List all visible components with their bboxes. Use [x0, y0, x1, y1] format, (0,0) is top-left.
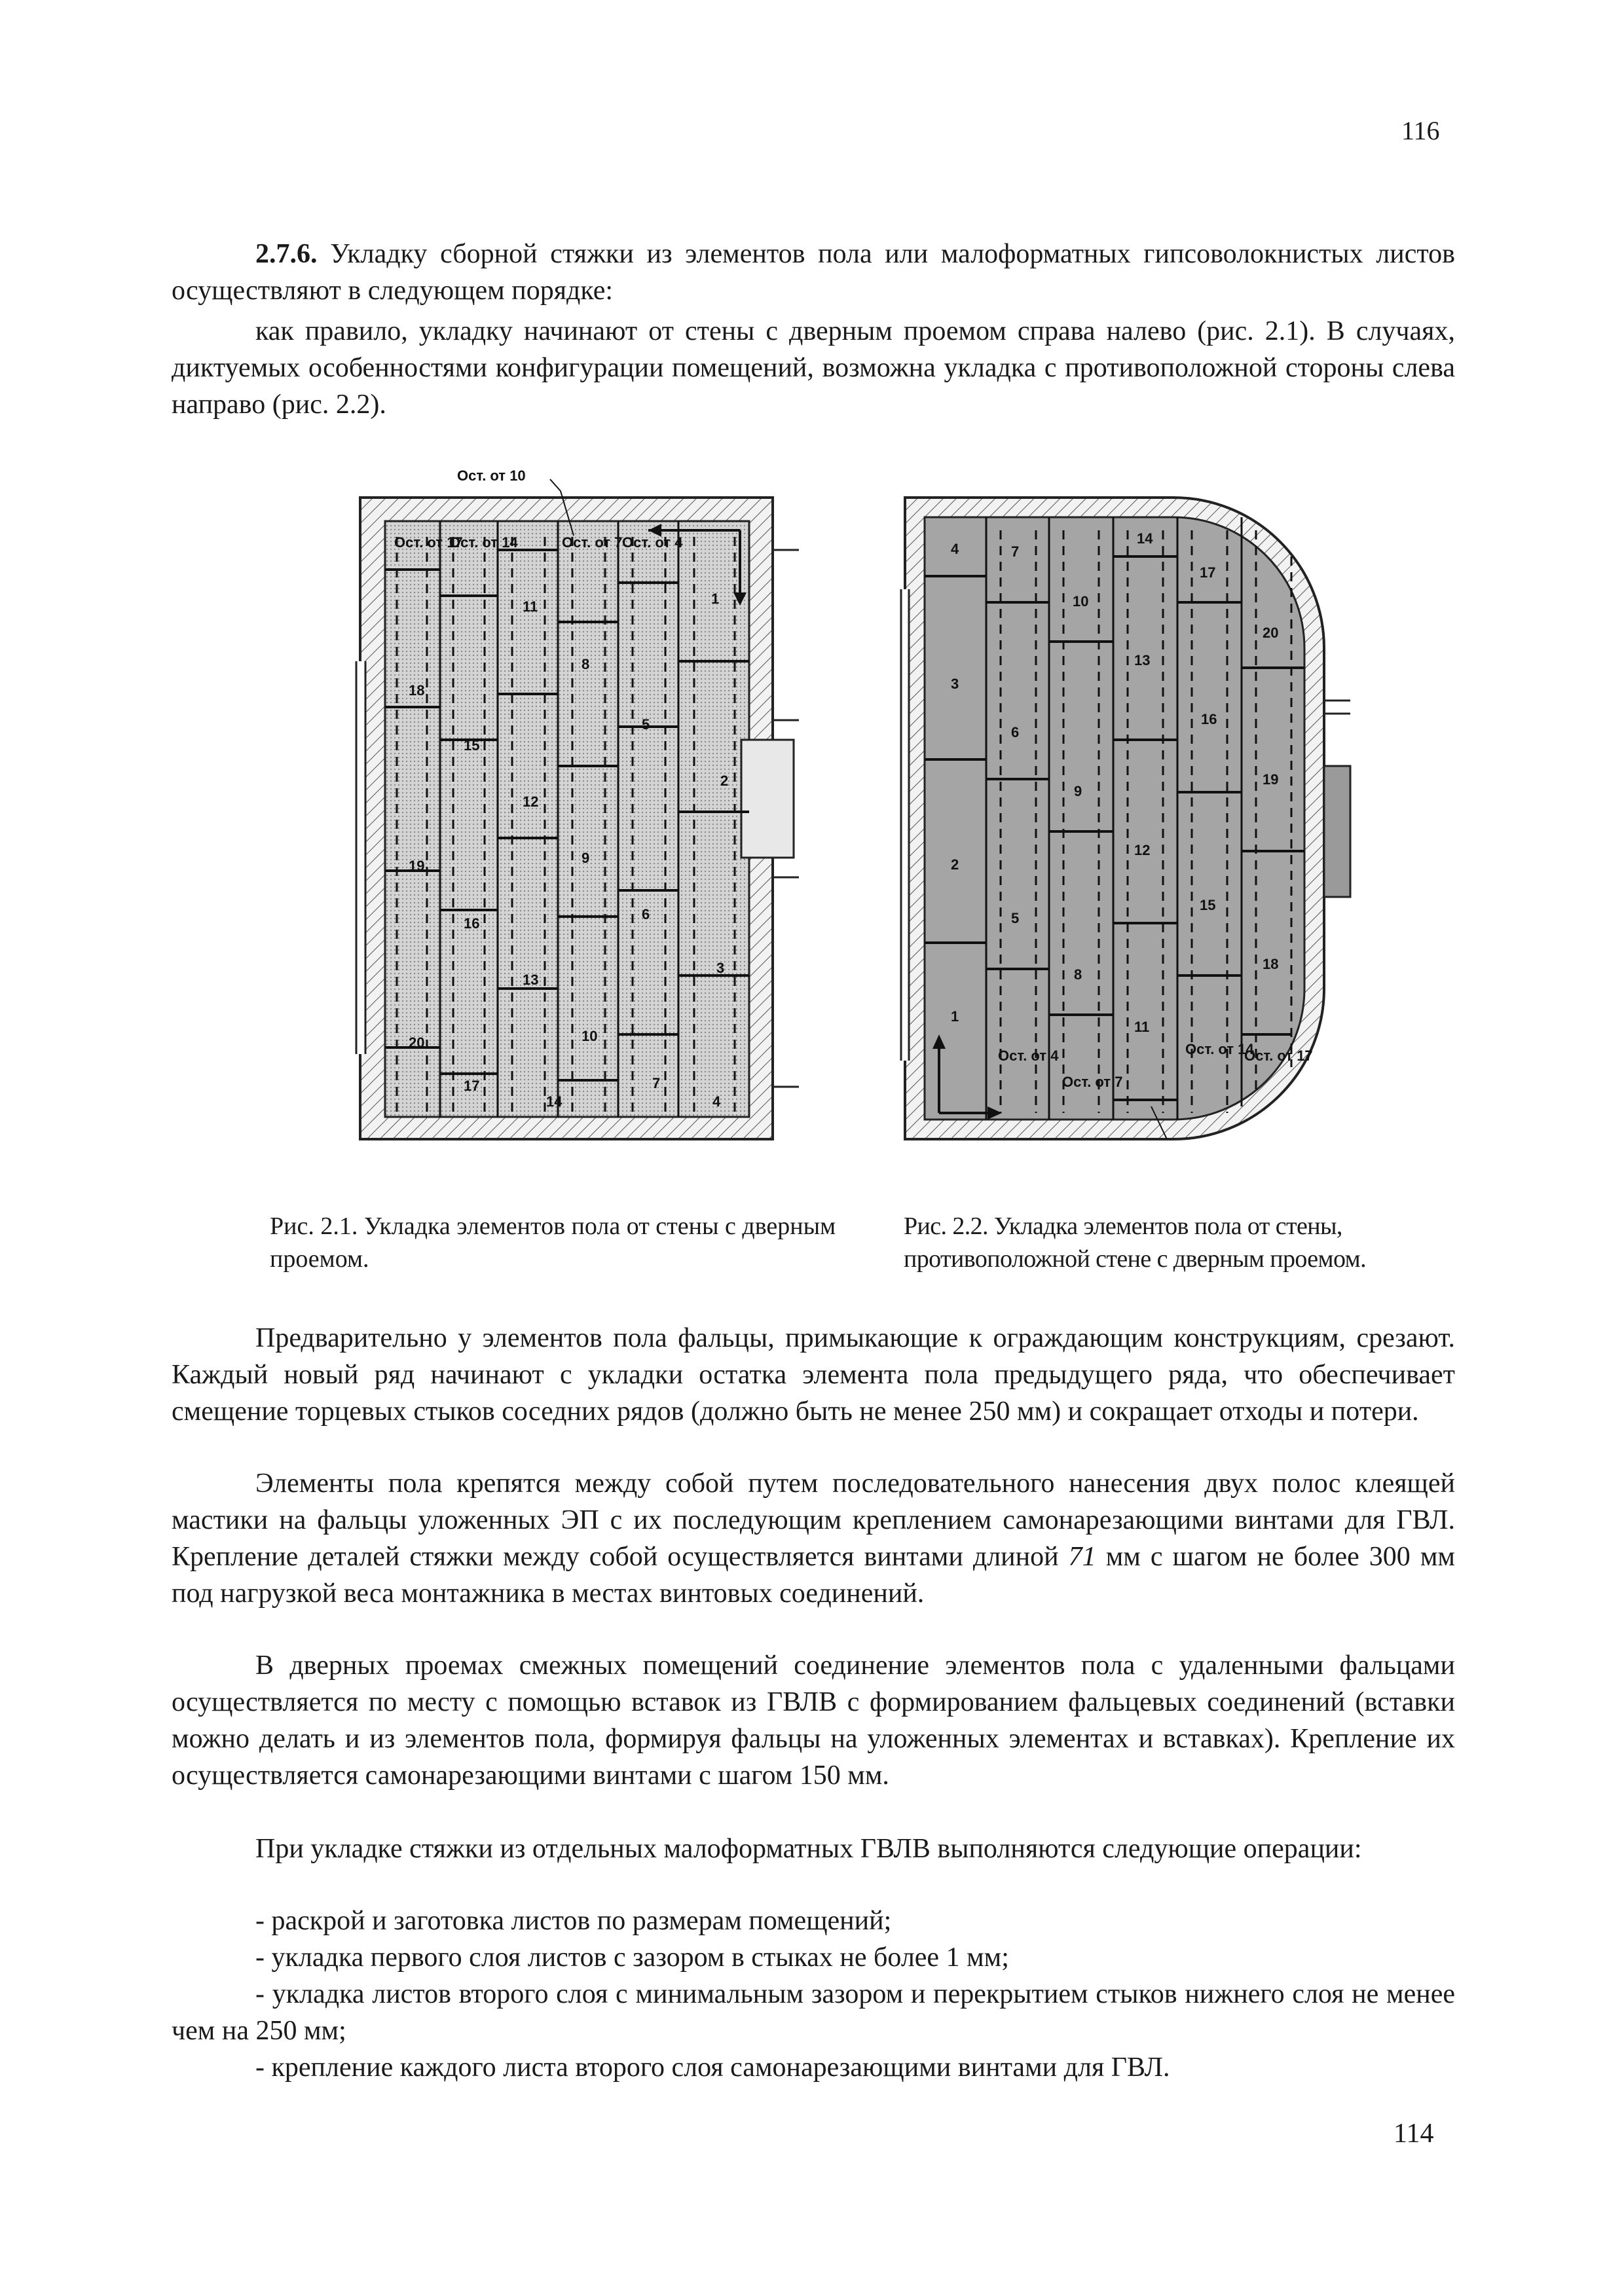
body-paragraph-2: [172, 1465, 1455, 1612]
fig2-num: 2: [951, 856, 959, 873]
fig2-num: 7: [1011, 543, 1020, 560]
fig1-num: 5: [642, 716, 650, 733]
fig2-num: 13: [1134, 652, 1151, 668]
fig1-num: 11: [523, 598, 538, 615]
fig2-num: 1: [951, 1008, 959, 1025]
section-intro: [172, 236, 1455, 309]
fig1-num: 9: [581, 850, 590, 866]
fig1-num: 17: [464, 1078, 480, 1094]
body-paragraph-3: В дверных проемах смежных помещений соединение элементов пола с удаленными фальцами осуществляется по месту с помощью вставок из ГВЛВ с формированием фальцевых соединений (вставки можно делать и из элементов пола, формируя фальцы на уложенных элементах и вставках). Крепление их осуществляется самонарезающими винтами с шагом 150 мм.: [172, 1650, 1455, 1791]
section-order-text: как правило, укладку начинают от стены с дверным проемом справа налево (рис. 2.1). В случаях, диктуемых особенностями конфигурации помещений, возможна укладка с противоположной стороны слева направо (рис. 2.2).: [172, 316, 1455, 420]
fig2-num: 5: [1011, 910, 1020, 926]
fig1-remnant-3: Ост. от 7: [562, 534, 623, 551]
fig2-num: 10: [1073, 593, 1089, 610]
footer-page-number: 114: [1393, 2119, 1434, 2149]
fig1-num: 13: [523, 972, 539, 988]
fig1-num: 12: [523, 793, 539, 810]
list-item: - укладка первого слоя листов с зазором в стыках не более 1 мм;: [255, 1942, 1009, 1973]
list-item: - укладка листов второго слоя с минимальным зазором и перекрытием стыков нижнего слоя не менее чем на 250 мм;: [172, 1979, 1455, 2046]
fig1-num: 4: [712, 1093, 721, 1110]
fig1-num: 10: [581, 1028, 598, 1044]
figure-2-2-diagram: [898, 491, 1383, 1172]
fig2-num: 17: [1200, 564, 1216, 581]
figure-2-1-caption: Рис. 2.1. Укладка элементов пола от стены с дверным проемом.: [270, 1212, 836, 1273]
fig1-num: 16: [464, 915, 480, 932]
fig1-num: 1: [711, 591, 720, 607]
list-item: - раскрой и заготовка листов по размерам помещений;: [255, 1906, 892, 1936]
fig1-num: 7: [652, 1075, 661, 1091]
fig2-remnant-1: Ост. от 4: [998, 1048, 1059, 1064]
fig1-num: 15: [464, 737, 480, 754]
fig2-num: 9: [1074, 783, 1082, 799]
fig2-num: 12: [1134, 842, 1151, 858]
fig2-num: 14: [1137, 530, 1153, 547]
section-number: 2.7.6.: [255, 239, 318, 269]
figure-2-2: [898, 491, 1383, 1172]
fig2-num: 18: [1263, 956, 1279, 972]
body-paragraph-4: При укладке стяжки из отдельных малоформатных ГВЛВ выполняются следующие операции:: [255, 1834, 1362, 1864]
body-paragraph-1: Предварительно у элементов пола фальцы, примыкающие к ограждающим конструкциям, срезают. Каждый новый ряд начинают с укладки остатка элемента пола предыдущего ряда, что обеспечивает смещение торцевых стыков соседних рядов (должно быть не менее 250 мм) и сокращает отходы и потери.: [172, 1323, 1455, 1427]
fig1-num: 19: [409, 858, 425, 874]
figure-2-1: [354, 465, 825, 1146]
figure-2-1-diagram: [354, 465, 825, 1146]
fig2-num: 15: [1200, 897, 1216, 913]
figure-2-2-caption: Рис. 2.2. Укладка элементов пола от стены, противоположной стене с дверным проемом.: [904, 1212, 1367, 1273]
fig2-num: 4: [951, 541, 959, 557]
body-paragraph-2-tail: мм с шагом не более 300 мм под нагрузкой веса монтажника в местах винтовых соединений.: [172, 1542, 1455, 1609]
fig1-remnant-2: Ост. от 14: [449, 534, 518, 551]
fig1-num: 20: [409, 1034, 425, 1051]
fig1-remnant-1: Ост. от 17: [394, 534, 463, 551]
fig2-num: 20: [1263, 625, 1279, 641]
fig2-num: 6: [1011, 724, 1020, 740]
fig1-num: 3: [716, 960, 725, 976]
fig2-remnant-3: Ост. от 14: [1185, 1041, 1254, 1057]
fig2-num: 11: [1134, 1019, 1150, 1035]
body-paragraph-2-italic: 71: [1068, 1542, 1096, 1572]
fig1-remnant-4: Ост. от 4: [622, 534, 683, 551]
fig1-num: 8: [581, 656, 590, 672]
fig1-num: 6: [642, 906, 650, 922]
fig1-num: 14: [546, 1093, 563, 1110]
list-item: - крепление каждого листа второго слоя самонарезающими винтами для ГВЛ.: [255, 2052, 1170, 2083]
fig2-remnant-2: Ост. от 7: [1062, 1074, 1123, 1090]
fig2-num: 19: [1263, 771, 1279, 788]
fig2-remnant-4: Ост. от 17: [1244, 1048, 1313, 1064]
header-page-number: 116: [1401, 116, 1440, 145]
section-intro-text: Укладку сборной стяжки из элементов пола или малоформатных гипсоволокнистых листов осуществляют в следующем порядке:: [172, 239, 1456, 306]
fig2-num: 16: [1201, 711, 1217, 727]
fig1-num: 2: [720, 773, 729, 789]
fig2-num: 3: [951, 676, 959, 692]
fig1-callout: Ост. от 10: [457, 467, 526, 484]
fig1-num: 18: [409, 682, 425, 699]
fig2-num: 8: [1074, 966, 1082, 983]
body-paragraph-2-text: Элементы пола крепятся между собой путем последовательного нанесения двух полос клеящей мастики на фальцы уложенных ЭП с их последующим креплением самонарезающими винтами для ГВЛ. Крепление деталей стяжки между собой осуществляется винтами длиной: [172, 1468, 1455, 1572]
